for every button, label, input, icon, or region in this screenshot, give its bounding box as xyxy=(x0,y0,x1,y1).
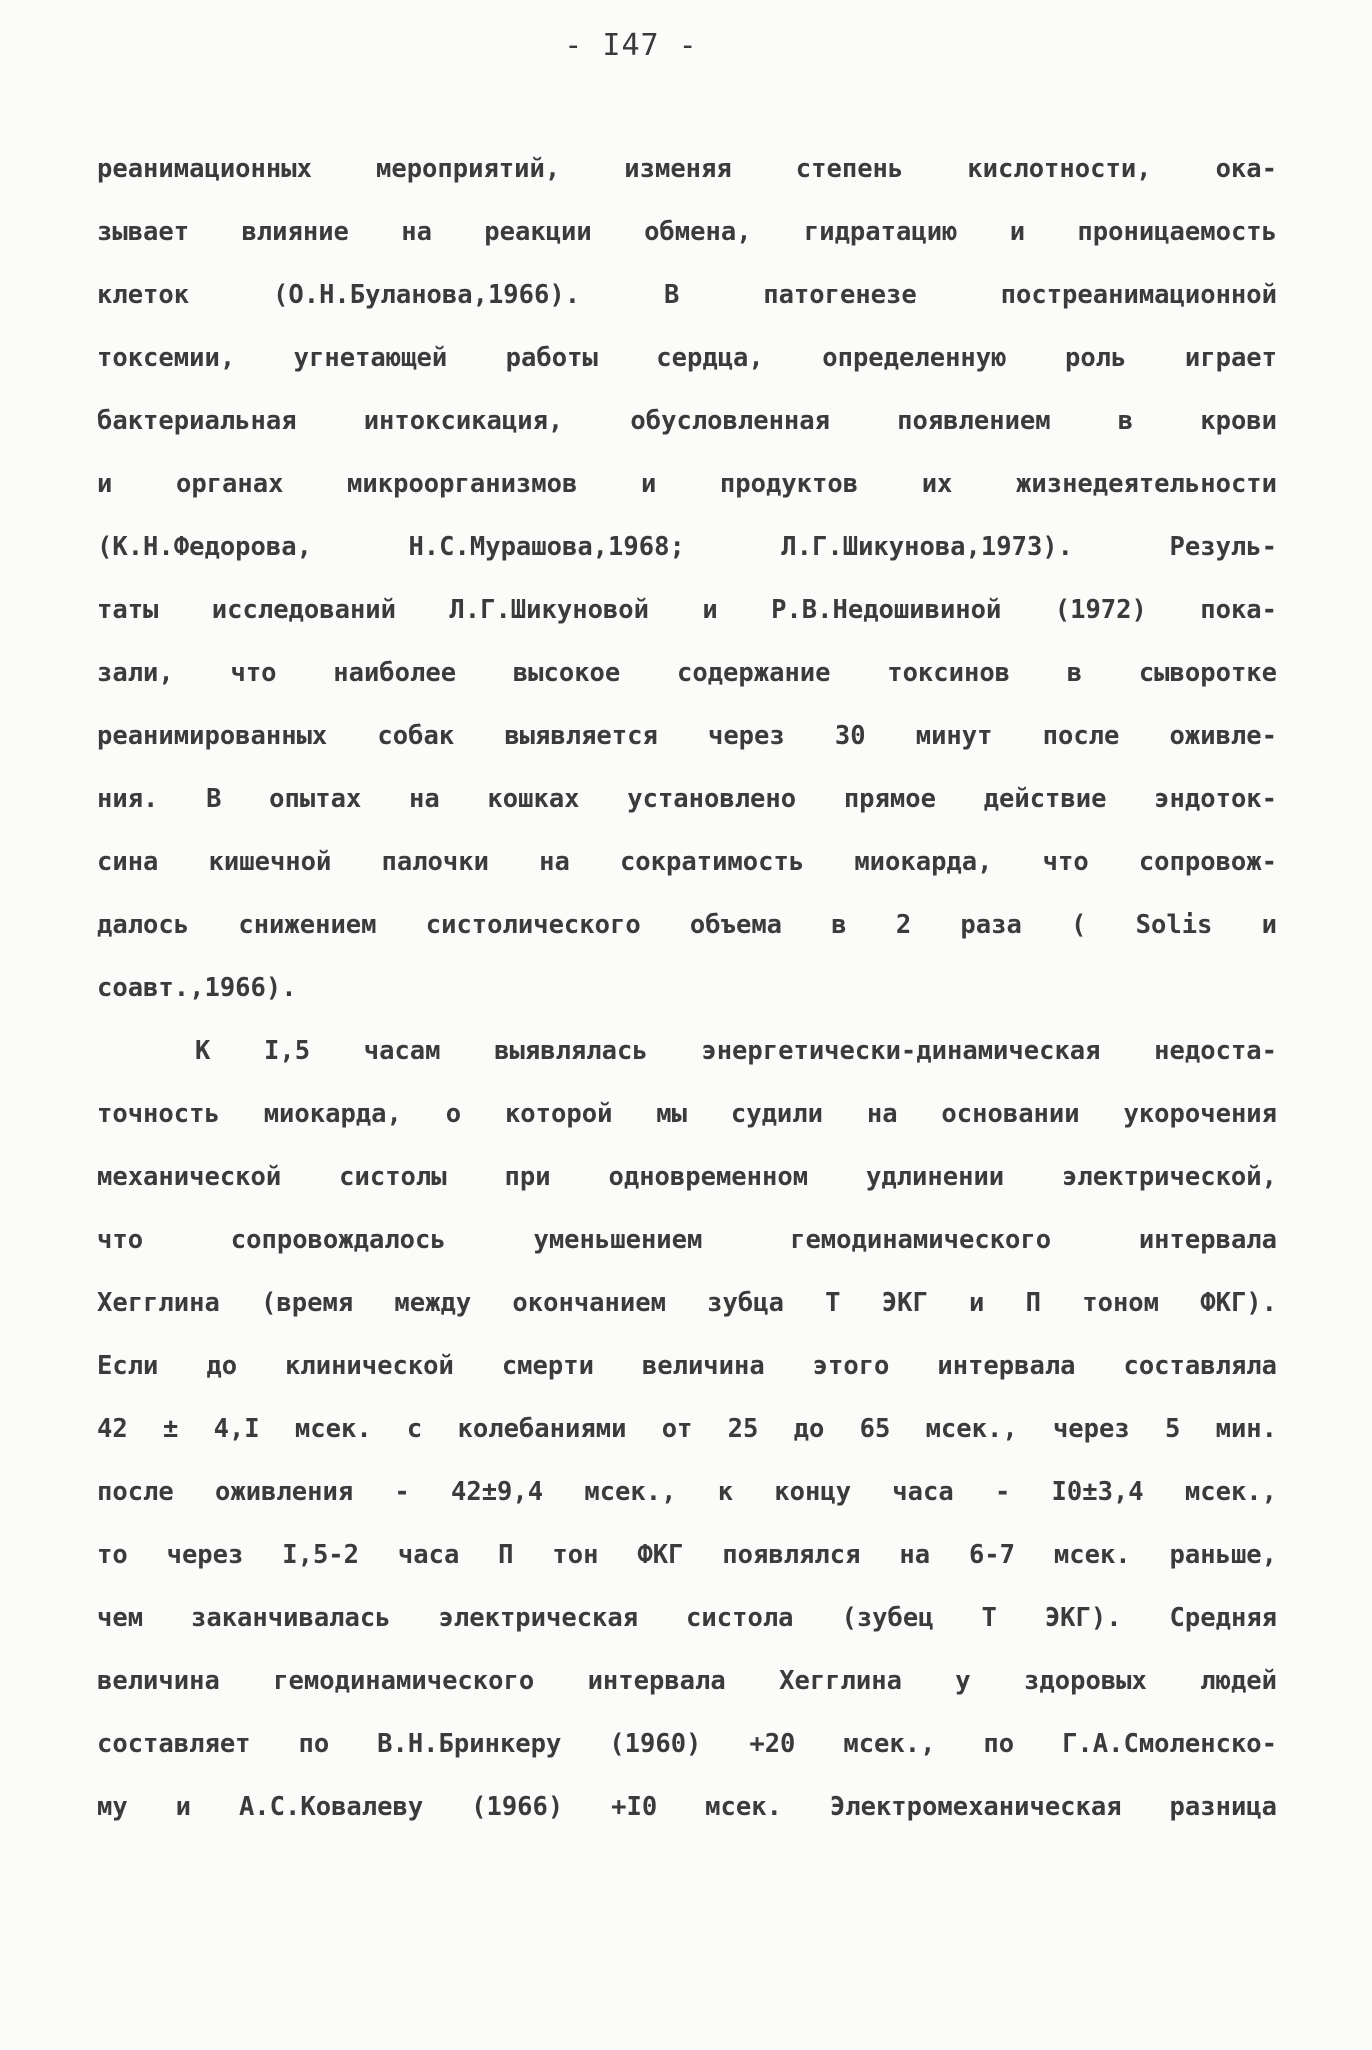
text-line: зывает влияние на реакции обмена, гидратацию и проницаемость xyxy=(97,217,1277,247)
text-line: сина кишечной палочки на сократимость миокарда, что сопровож- xyxy=(97,847,1277,877)
text-line: чем заканчивалась электрическая систола (зубец Т ЭКГ). Средняя xyxy=(97,1603,1277,1633)
text-line: токсемии, угнетающей работы сердца, определенную роль играет xyxy=(97,343,1277,373)
text-line: ния. В опытах на кошках установлено прямое действие эндоток- xyxy=(97,784,1277,814)
text-line: после оживления - 42±9,4 мсек., к концу часа - I0±3,4 мсек., xyxy=(97,1477,1277,1507)
text-line: клеток (О.Н.Буланова,1966). В патогенезе постреанимационной xyxy=(97,280,1277,310)
text-line: реанимированных собак выявляется через 30 минут после оживле- xyxy=(97,721,1277,751)
text-line: механической систолы при одновременном удлинении электрической, xyxy=(97,1162,1277,1192)
text-line: бактериальная интоксикация, обусловленная появлением в крови xyxy=(97,406,1277,436)
page-number: - I47 - xyxy=(564,28,698,63)
text-line: то через I,5-2 часа П тон ФКГ появлялся на 6-7 мсек. раньше, xyxy=(97,1540,1277,1570)
text-line: зали, что наиболее высокое содержание токсинов в сыворотке xyxy=(97,658,1277,688)
text-line: таты исследований Л.Г.Шикуновой и Р.В.Недошивиной (1972) пока- xyxy=(97,595,1277,625)
paragraph-2 xyxy=(97,1020,1277,1839)
paragraph-1 xyxy=(97,138,1277,1020)
body-text xyxy=(97,138,1277,1839)
text-line: Если до клинической смерти величина этого интервала составляла xyxy=(97,1351,1277,1381)
text-line: К I,5 часам выявлялась энергетически-динамическая недоста- xyxy=(195,1036,1277,1066)
text-line: далось снижением систолического объема в 2 раза ( Solis и xyxy=(97,910,1277,940)
text-line: 42 ± 4,I мсек. с колебаниями от 25 до 65 мсек., через 5 мин. xyxy=(97,1414,1277,1444)
text-line: реанимационных мероприятий, изменяя степень кислотности, ока- xyxy=(97,154,1277,184)
text-line: Хегглина (время между окончанием зубца Т ЭКГ и П тоном ФКГ). xyxy=(97,1288,1277,1318)
text-line: (К.Н.Федорова, Н.С.Мурашова,1968; Л.Г.Шикунова,1973). Резуль- xyxy=(97,532,1277,562)
text-line: соавт.,1966). xyxy=(97,973,297,1003)
text-line: и органах микроорганизмов и продуктов их жизнедеятельности xyxy=(97,469,1277,499)
text-line: величина гемодинамического интервала Хегглина у здоровых людей xyxy=(97,1666,1277,1696)
text-line: составляет по В.Н.Бринкеру (1960) +20 мсек., по Г.А.Смоленско- xyxy=(97,1729,1277,1759)
text-line: что сопровождалось уменьшением гемодинамического интервала xyxy=(97,1225,1277,1255)
text-line: точность миокарда, о которой мы судили на основании укорочения xyxy=(97,1099,1277,1129)
text-line: му и А.С.Ковалеву (1966) +I0 мсек. Электромеханическая разница xyxy=(97,1792,1277,1822)
